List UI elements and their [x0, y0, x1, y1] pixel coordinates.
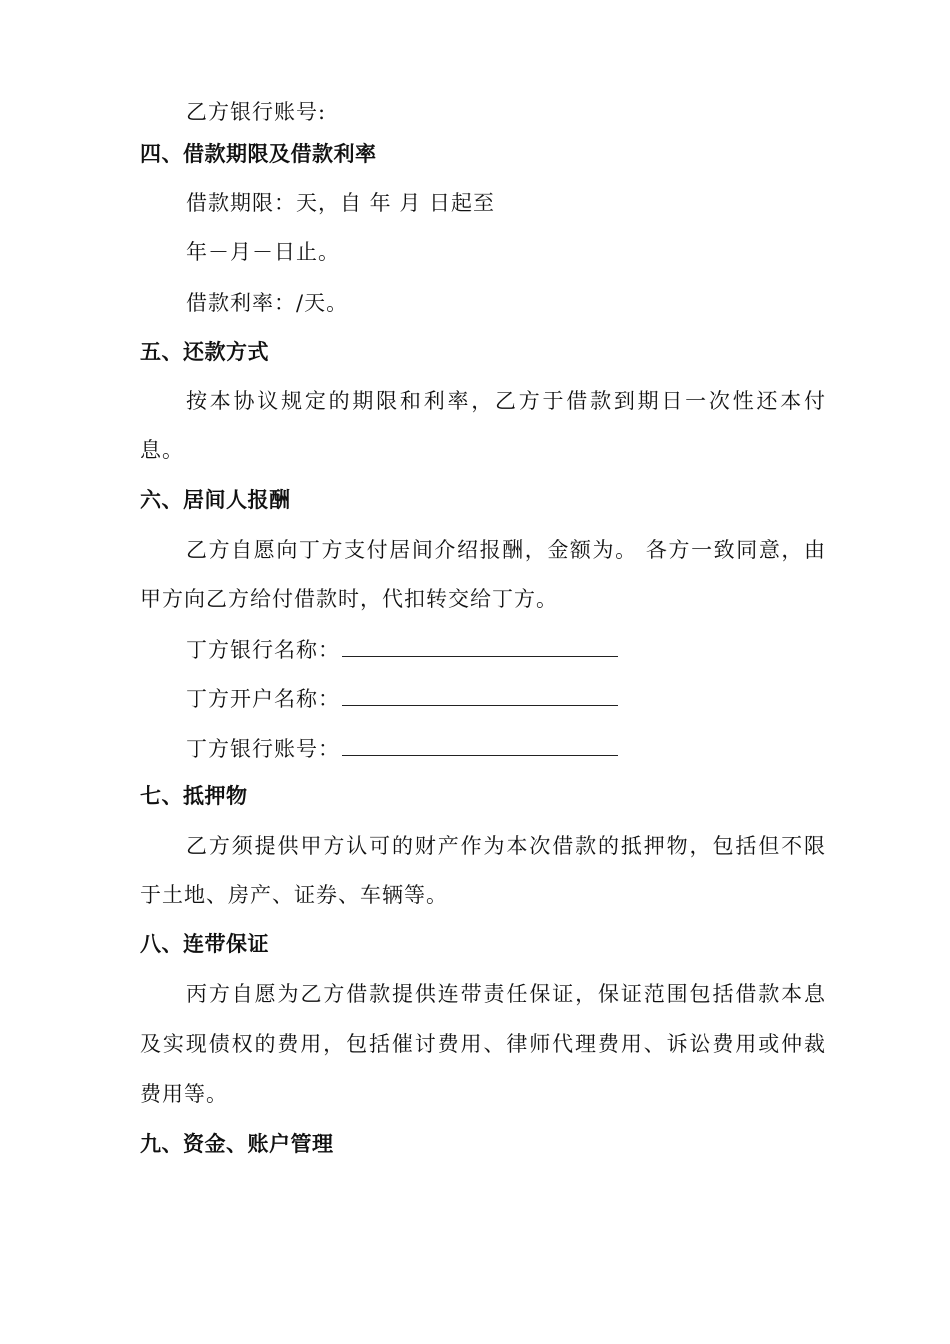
broker-fee-paragraph-line-2: 甲方向乙方给付借款时，代扣转交给丁方。 [140, 587, 558, 611]
party-d-bank-name-row [186, 634, 618, 664]
party-b-account-label: 乙方银行账号: [186, 100, 327, 124]
party-d-account-name-label: 丁方开户名称： [186, 687, 340, 711]
section-6-heading: 六、居间人报酬 [140, 488, 291, 512]
section-4-heading: 四、借款期限及借款利率 [140, 142, 377, 166]
section-5-heading: 五、还款方式 [140, 340, 269, 364]
party-d-bank-name-label: 丁方银行名称： [186, 638, 340, 662]
section-8-heading: 八、连带保证 [140, 932, 269, 956]
loan-term-end-line: 年－月－日止。 [186, 240, 340, 264]
party-d-account-name-blank [342, 683, 618, 706]
party-d-account-number-row [186, 733, 618, 763]
collateral-paragraph-line-1: 乙方须提供甲方认可的财产作为本次借款的抵押物，包括但不限 [186, 834, 826, 858]
loan-rate-line: 借款利率：/天。 [186, 291, 349, 315]
broker-fee-paragraph-line-1: 乙方自愿向丁方支付居间介绍报酬，金额为。 各方一致同意，由 [186, 538, 826, 562]
section-7-heading: 七、抵押物 [140, 784, 248, 808]
guarantee-paragraph-line-3: 费用等。 [140, 1082, 228, 1106]
loan-term-line: 借款期限：天，自 年 月 日起至 [186, 191, 496, 215]
repayment-paragraph-line-2: 息。 [140, 438, 184, 462]
guarantee-paragraph-line-2: 及实现债权的费用，包括催讨费用、律师代理费用、诉讼费用或仲裁 [140, 1032, 826, 1056]
section-9-heading: 九、资金、账户管理 [140, 1132, 334, 1156]
party-d-account-name-row [186, 683, 618, 713]
collateral-paragraph-line-2: 于土地、房产、证券、车辆等。 [140, 883, 448, 907]
repayment-paragraph-line-1: 按本协议规定的期限和利率，乙方于借款到期日一次性还本付 [186, 389, 826, 413]
guarantee-paragraph-line-1: 丙方自愿为乙方借款提供连带责任保证，保证范围包括借款本息 [186, 982, 826, 1006]
party-d-account-number-blank [342, 733, 618, 756]
party-d-account-number-label: 丁方银行账号： [186, 737, 340, 761]
party-d-bank-name-blank [342, 634, 618, 657]
